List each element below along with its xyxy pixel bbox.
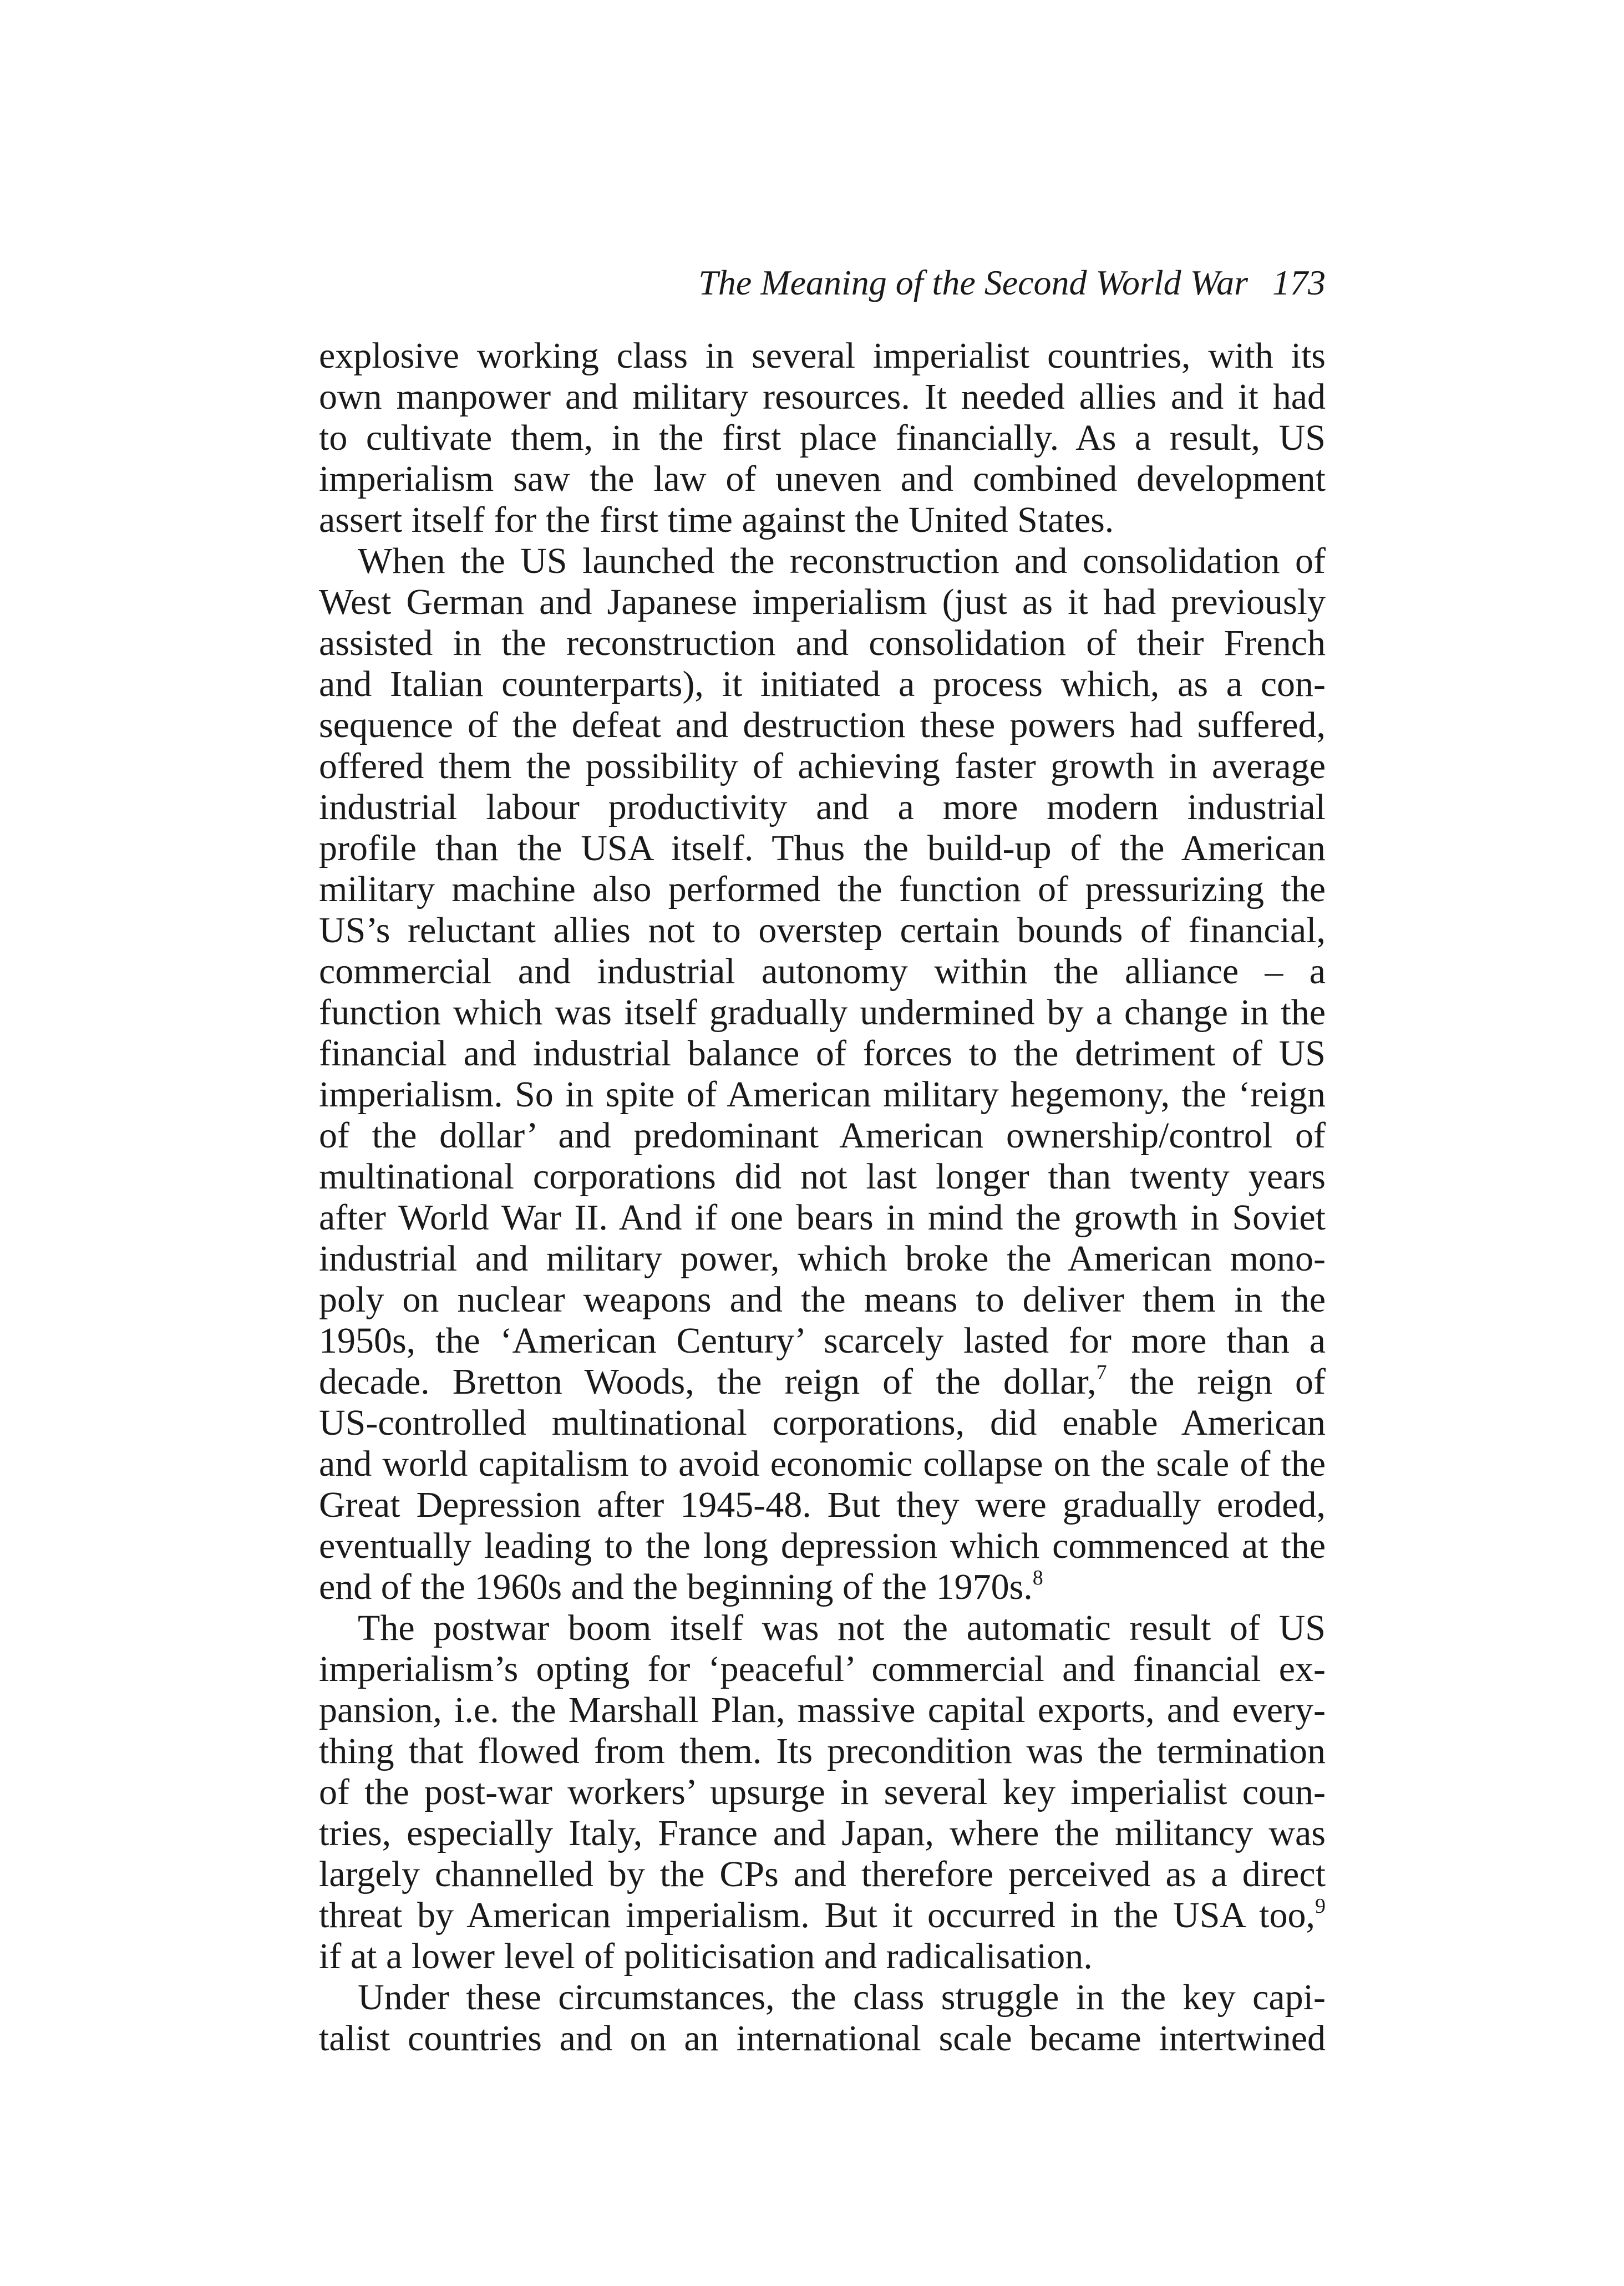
running-head-title: The Meaning of the Second World War bbox=[698, 263, 1248, 302]
text-line: multinational corporations did not last longer than twenty years bbox=[319, 1156, 1326, 1197]
text-line: profile than the USA itself. Thus the build-up of the American bbox=[319, 828, 1326, 868]
footnote-ref: 9 bbox=[1315, 1895, 1326, 1918]
paragraph bbox=[319, 1977, 1326, 2059]
body-text bbox=[319, 336, 1326, 2059]
running-head bbox=[577, 261, 1326, 305]
paragraph bbox=[319, 541, 1326, 1608]
text-run: decade. Bretton Woods, the reign of the dollar, bbox=[319, 1362, 1097, 1402]
text-line: financial and industrial balance of forces to the detriment of US bbox=[319, 1033, 1326, 1074]
paragraph bbox=[319, 1608, 1326, 1977]
paragraph bbox=[319, 336, 1326, 541]
page-number: 173 bbox=[1272, 263, 1326, 302]
text-run: threat by American imperialism. But it occurred in the USA too, bbox=[319, 1895, 1315, 1936]
footnote-ref: 8 bbox=[1032, 1567, 1043, 1589]
text-line: pansion, i.e. the Marshall Plan, massive capital exports, and every- bbox=[319, 1690, 1326, 1730]
text-line: and world capitalism to avoid economic collapse on the scale of the bbox=[319, 1444, 1326, 1484]
text-line: own manpower and military resources. It needed allies and it had bbox=[319, 377, 1326, 417]
text-line: US-controlled multinational corporations, did enable American bbox=[319, 1403, 1326, 1443]
text-line: West German and Japanese imperialism (just as it had previously bbox=[319, 582, 1326, 622]
text-line bbox=[319, 1362, 1326, 1403]
footnote-ref: 7 bbox=[1096, 1362, 1107, 1384]
text-line: talist countries and on an international scale became intertwined bbox=[319, 2018, 1326, 2059]
text-line: imperialism saw the law of uneven and combined development bbox=[319, 459, 1326, 499]
text-line: US’s reluctant allies not to overstep certain bounds of financial, bbox=[319, 910, 1326, 951]
text-line: thing that flowed from them. Its precondition was the termination bbox=[319, 1731, 1326, 1771]
text-line: commercial and industrial autonomy within the alliance – a bbox=[319, 951, 1326, 992]
text-run: end of the 1960s and the beginning of the 1970s. bbox=[319, 1567, 1033, 1607]
text-line: of the post-war workers’ upsurge in several key imperialist coun- bbox=[319, 1772, 1326, 1812]
text-line: military machine also performed the function of pressurizing the bbox=[319, 869, 1326, 910]
text-line: and Italian counterparts), it initiated a process which, as a con- bbox=[319, 664, 1326, 704]
text-line: assert itself for the first time against the United States. bbox=[319, 500, 1114, 540]
text-line: Great Depression after 1945-48. But they were gradually eroded, bbox=[319, 1485, 1326, 1525]
text-line: of the dollar’ and predominant American ownership/control of bbox=[319, 1115, 1326, 1156]
text-line bbox=[319, 1567, 1326, 1608]
text-line: to cultivate them, in the first place financially. As a result, US bbox=[319, 418, 1326, 458]
text-line: imperialism’s opting for ‘peaceful’ commercial and financial ex- bbox=[319, 1649, 1326, 1689]
text-line: 1950s, the ‘American Century’ scarcely lasted for more than a bbox=[319, 1320, 1326, 1361]
text-line: industrial and military power, which broke the American mono- bbox=[319, 1238, 1326, 1279]
text-line: explosive working class in several imperialist countries, with its bbox=[319, 336, 1326, 376]
text-line: largely channelled by the CPs and therefore perceived as a direct bbox=[319, 1854, 1326, 1894]
text-line: Under these circumstances, the class struggle in the key capi- bbox=[358, 1977, 1326, 2018]
text-line: imperialism. So in spite of American military hegemony, the ‘reign bbox=[319, 1074, 1326, 1115]
text-line: tries, especially Italy, France and Japan, where the militancy was bbox=[319, 1813, 1326, 1853]
text-line: if at a lower level of politicisation and radicalisation. bbox=[319, 1936, 1093, 1977]
text-line: poly on nuclear weapons and the means to deliver them in the bbox=[319, 1279, 1326, 1320]
text-line: eventually leading to the long depression which commenced at the bbox=[319, 1526, 1326, 1566]
text-line: The postwar boom itself was not the automatic result of US bbox=[358, 1608, 1326, 1648]
text-line: offered them the possibility of achieving faster growth in average bbox=[319, 746, 1326, 786]
text-line: assisted in the reconstruction and consolidation of their French bbox=[319, 623, 1326, 663]
text-line: sequence of the defeat and destruction these powers had suffered, bbox=[319, 705, 1326, 745]
text-line: industrial labour productivity and a more modern industrial bbox=[319, 787, 1326, 827]
text-line: When the US launched the reconstruction and consolidation of bbox=[358, 541, 1326, 581]
text-run: the reign of bbox=[1107, 1362, 1326, 1402]
text-line: function which was itself gradually undermined by a change in the bbox=[319, 992, 1326, 1033]
text-line: after World War II. And if one bears in mind the growth in Soviet bbox=[319, 1197, 1326, 1238]
text-line bbox=[319, 1895, 1326, 1936]
